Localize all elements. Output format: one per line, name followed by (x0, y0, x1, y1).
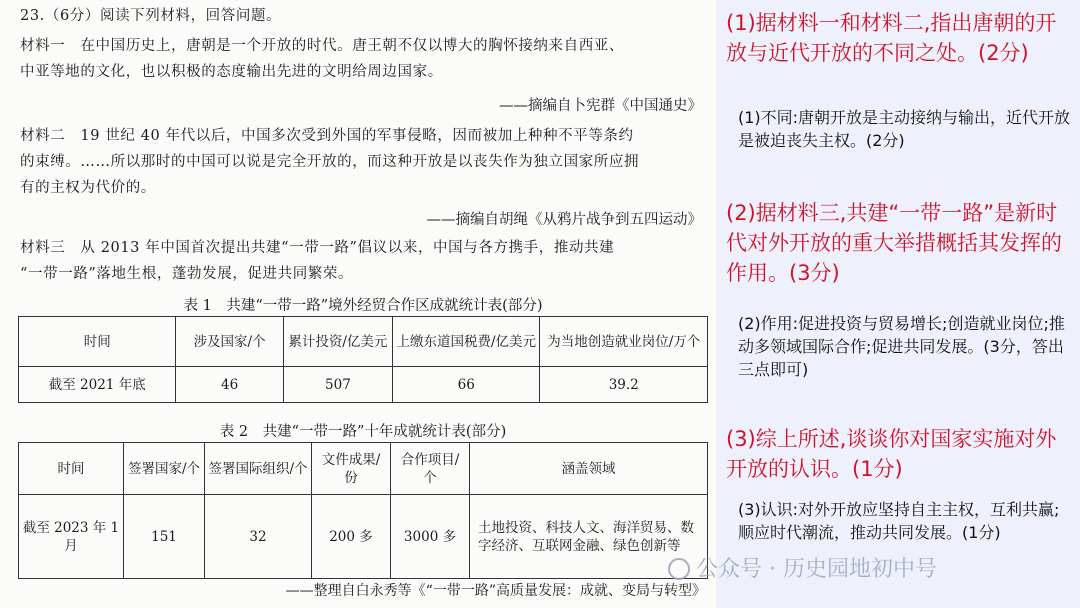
table-2-header: 时间 (19, 443, 124, 495)
table-2-caption: 表 2 共建“一带一路”十年成就统计表(部分) (219, 424, 507, 440)
table-1-caption: 表 1 共建“一带一路”境外经贸合作区成就统计表(部分) (183, 298, 543, 314)
table-2-header: 合作项目/个 (391, 443, 470, 495)
material-1-line-2: 中亚等地的文化，也以积极的态度输出先进的文明给周边国家。 (20, 64, 443, 80)
answer-panel (716, 0, 1080, 608)
table-1-cell: 39.2 (540, 367, 708, 403)
table-2-cell: 土地投资、科技人文、海洋贸易、数字经济、互联网金融、绿色创新等 (470, 495, 708, 579)
table-2-source: ——整理自白永秀等《“一带一路”高质量发展：成就、变局与转型》 (285, 583, 706, 599)
table-2-cell: 3000 多 (391, 495, 470, 579)
table-1-header-row (19, 317, 708, 367)
table-2-cell: 200 多 (312, 495, 391, 579)
material-1-line-1: 材料一 在中国历史上，唐朝是一个开放的时代。唐王朝不仅以博大的胸怀接纳来自西亚、 (20, 38, 624, 54)
table-2-header: 涵盖领域 (470, 443, 708, 495)
table-1-header: 上缴东道国税费/亿美元 (393, 317, 540, 367)
table-1-header: 时间 (19, 317, 176, 367)
table-1-cell: 截至 2021 年底 (19, 367, 176, 403)
material-2-line-2: 的束缚。……所以那时的中国可以说是完全开放的，而这种开放是以丧失作为独立国家所应拥 (20, 154, 640, 170)
table-2-header: 签署国际组织/个 (205, 443, 312, 495)
material-3-line-1: 材料三 从 2013 年中国首次提出共建“一带一路”倡议以来，中国与各方携手，推动共建 (20, 240, 615, 256)
table-2-cell: 截至 2023 年 1 月 (19, 495, 124, 579)
material-3-line-2: “一带一路”落地生根，蓬勃发展，促进共同繁荣。 (20, 266, 354, 282)
table-row (19, 367, 708, 403)
question-1-prompt: (1)据材料一和材料二,指出唐朝的开放与近代开放的不同之处。(2分) (726, 11, 1057, 65)
material-2-line-3: 有的主权为代价的。 (20, 180, 156, 196)
table-2-header: 文件成果/份 (312, 443, 391, 495)
table-2-header-row (19, 443, 708, 495)
table-2-cell: 32 (205, 495, 312, 579)
question-heading: 23.（6分）阅读下列材料，回答问题。 (20, 8, 282, 24)
material-2-line-1: 材料二 19 世纪 40 年代以后，中国多次受到外国的军事侵略，因而被加上种种不平等条约 (20, 128, 634, 144)
table-2 (18, 442, 708, 579)
table-1-cell: 46 (176, 367, 283, 403)
material-1-source: ——摘编自卜宪群《中国通史》 (499, 98, 702, 114)
table-2-header: 签署国家/个 (124, 443, 205, 495)
table-1 (18, 316, 708, 403)
watermark-text: 公众号 · 历史园地初中号 (696, 557, 937, 582)
answer-2: (2)作用:促进投资与贸易增长;创造就业岗位;推动多领域国际合作;促进共同发展。(3分，答出三点即可) (738, 314, 1065, 379)
table-2-cell: 151 (124, 495, 205, 579)
answer-3: (3)认识:对外开放应坚持自主主权，互利共赢;顺应时代潮流，推动共同发展。(1分) (738, 500, 1060, 542)
material-2-source: ——摘编自胡绳《从鸦片战争到五四运动》 (426, 212, 702, 228)
table-1-header: 涉及国家/个 (176, 317, 283, 367)
table-row (19, 495, 708, 579)
answer-1: (1)不同:唐朝开放是主动接纳与输出，近代开放是被迫丧失主权。(2分) (738, 108, 1071, 150)
question-2-prompt: (2)据材料三,共建“一带一路”是新时代对外开放的重大举措概括其发挥的作用。(3分) (726, 201, 1062, 285)
wechat-icon (668, 558, 690, 580)
table-1-cell: 66 (393, 367, 540, 403)
question-3-prompt: (3)综上所述,谈谈你对国家实施对外开放的认识。(1分) (726, 427, 1057, 481)
table-1-header: 累计投资/亿美元 (283, 317, 392, 367)
table-1-header: 为当地创造就业岗位/万个 (540, 317, 708, 367)
table-1-cell: 507 (283, 367, 392, 403)
watermark (668, 552, 937, 583)
